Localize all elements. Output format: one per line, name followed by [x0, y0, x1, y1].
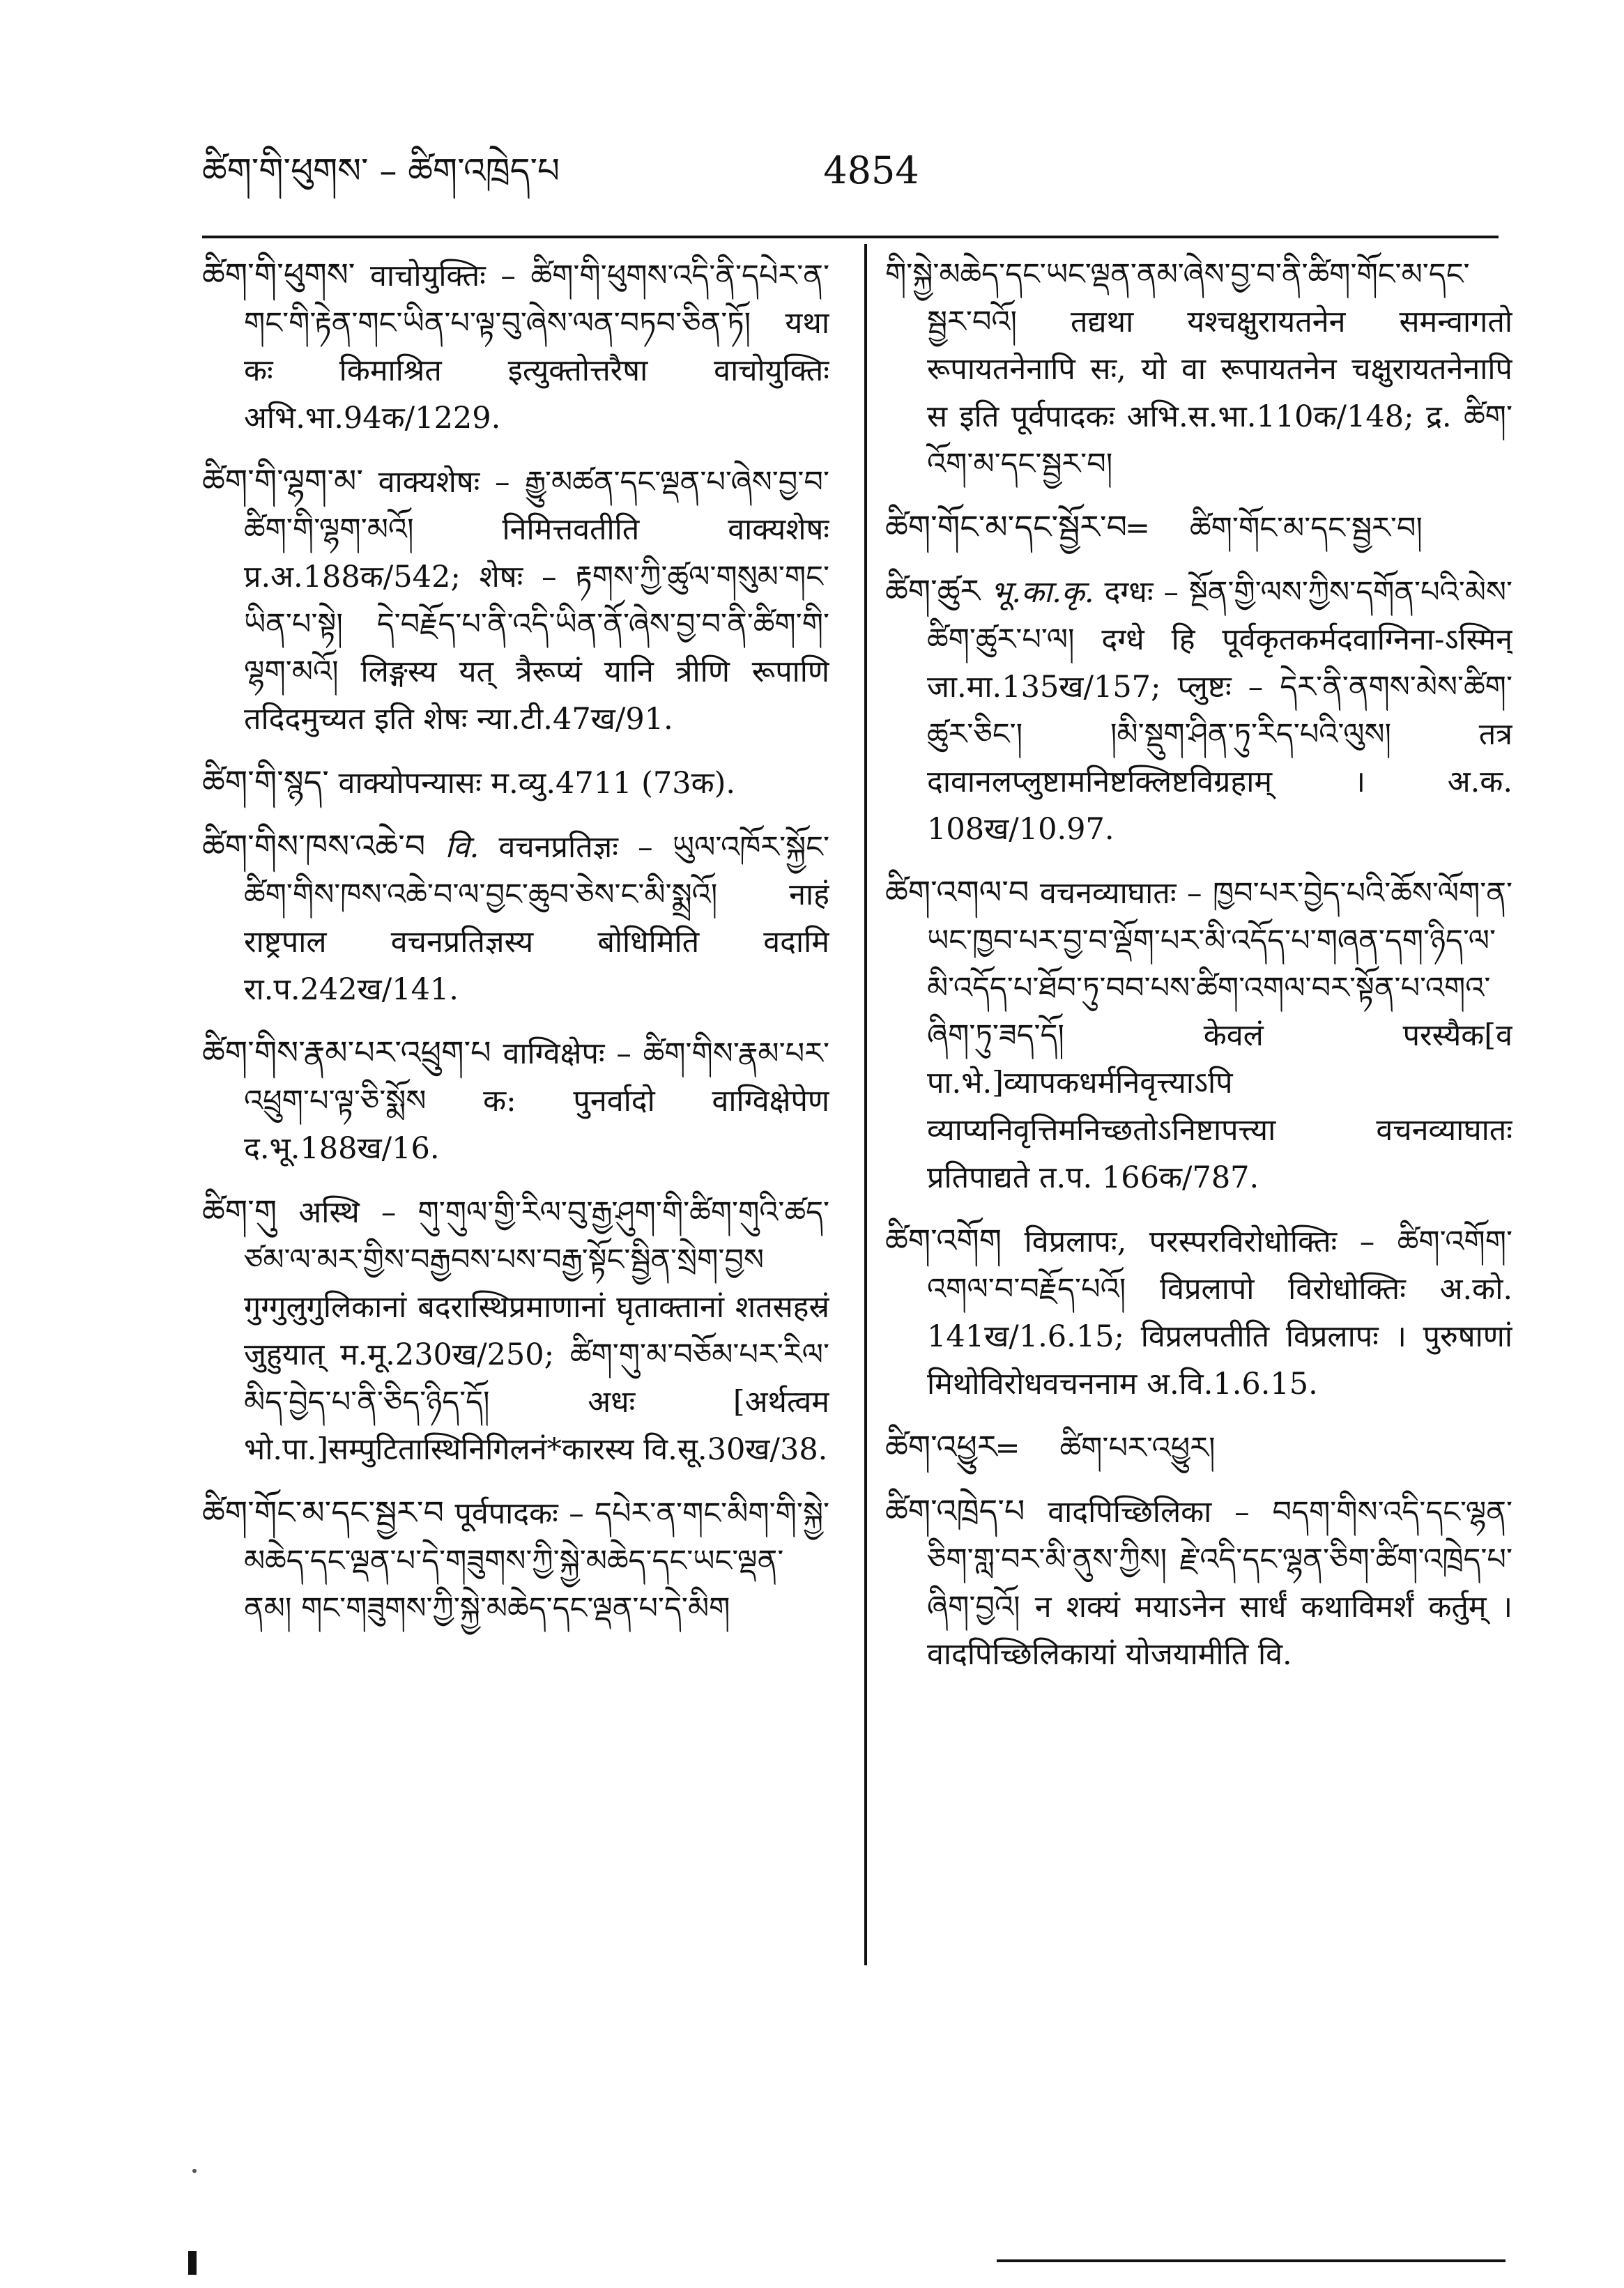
- dictionary-entry: [202, 758, 829, 807]
- entry-headword: ཚིག་འཕྱུར: [885, 1428, 997, 1466]
- entry-text: वाचोयुक्तिः – ཚིག་གི་ཕུགས་འདི་ནི་དཔེར་ན་གང་གི་རྟེན་གང་ཡིན་པ་ལྟ་བུ་ཞེས་ལན་བཏབ་ཅིན་ཏོ། यथा कः किमाश्रित इत्युक्तोत्तरैषा वाचोयुक्तिः अभि.भा.94क/1229.: [244, 259, 829, 436]
- entry-cross-reference: ཚིག་གོང་མ་དང་སྦྱར་བ།: [1190, 511, 1423, 546]
- entry-text: वि. वचनप्रतिज्ञः – ཡུལ་འཁོར་སྐྱོང་ཚིག་གིས་ཁས་འཆེ་བ་ལ་བྱང་ཆུབ་ཅེས་ང་མི་སྨྲའོ། नाहं राष्ट्रपाल वचनप्रतिज्ञस्य बोधिमिति वदामि रा.प.242ख/141.: [244, 830, 829, 1007]
- dictionary-entry: [885, 567, 1512, 853]
- scan-mark: [188, 2251, 197, 2275]
- dictionary-entry: [885, 868, 1512, 1201]
- entry-headword: ཚིག་གིས་ཁས་འཆེ་བ: [202, 827, 426, 865]
- entry-cross-reference: ཚིག་པར་འཕྱུར།: [1059, 1431, 1216, 1466]
- entry-headword: ཚིག་འགོག: [885, 1222, 1002, 1259]
- entry-text: वाक्यशेषः – རྒྱུ་མཚན་དང་ལྡན་པ་ཞེས་བྱ་བ་ཚིག་གི་ལྷག་མའོ། निमित्तवतीति वाक्यशेषः प्र.अ.188क/542; शेषः – རྟགས་ཀྱི་ཚུལ་གསུམ་གང་ཡིན་པ་སྟེ། དེ་བརྗོད་པ་ནི་འདི་ཡིན་ནོ་ཞེས་བྱ་བ་ནི་ཚིག་གི་ལྷག་མའོ། लिङ्गस्य यत् त्रैरूप्यं यानि त्रीणि रूपाणि तदिदमुच्यत इति शेषः न्या.टी.47ख/91.: [244, 465, 829, 737]
- entry-headword: ཚིག་གི་ཕུགས་: [202, 256, 355, 293]
- header-rule: [202, 236, 1499, 238]
- entry-headword: ཚིག་གི་ལྷག་མ་: [202, 462, 364, 500]
- dictionary-entry: [202, 457, 829, 743]
- dictionary-entry: [885, 1487, 1512, 1678]
- grammar-label: भू.का.कृ.: [990, 575, 1094, 610]
- entry-headword: ཚིག་གི་སྙད་: [202, 763, 329, 801]
- entry-headword: ཚིག་གུ: [202, 1192, 277, 1230]
- dictionary-entry: [202, 1489, 829, 1632]
- dictionary-entry: [885, 1423, 1512, 1472]
- equals-sign: =: [995, 1431, 1020, 1466]
- left-column: [202, 251, 829, 1979]
- entry-text: भू.का.कृ. दग्धः – སྔོན་གྱི་ལས་ཀྱིས་དགོན་པའི་མེས་ཚིག་ཚུར་པ་ལ། दग्धे हि पूर्वकृतकर्मदवाग्निना-ऽस्मिन् जा.मा.135ख/157; प्लुष्टः – དེར་ནི་ནགས་མེས་ཚིག་ཚུར་ཅིང་། །མི་སྡུག་ཤིན་ཏུ་རིད་པའི་ལུས། तत्र दावानलप्लुष्टामनिष्टक्लिष्टविग्रहाम् । अ.क. 108ख/10.97.: [927, 575, 1512, 847]
- dictionary-entry: [202, 822, 829, 1013]
- running-head: [202, 143, 1499, 199]
- entry-headword: ཚིག་གོང་མ་དང་སྦྱར་བ: [202, 1494, 445, 1531]
- entry-headword: ཚིག་གོང་མ་དང་སྦྱོར་བ: [885, 508, 1128, 546]
- dictionary-entry: [885, 1217, 1512, 1408]
- dictionary-entry: [202, 1029, 829, 1172]
- entry-headword: ཚིག་འགལ་བ: [885, 873, 1029, 911]
- entry-text: विप्रलापः, परस्परविरोधोक्तिः – ཚིག་འགོག་འགལ་བ་བརྗོད་པའོ། विप्रलापो विरोधोक्तिः अ.को. 141ख/1.6.15; विप्रलपतीति विप्रलापः । पुरुषाणां मिथोविरोधवचननाम अ.वि.1.6.15.: [927, 1224, 1512, 1402]
- entry-text: वाग्विक्षेपः – ཚིག་གིས་རྣམ་པར་འཕྲུག་པ་ལྟ་ཅི་སྨོས क: पुनर्वादो वाग्विक्षेपेण द.भू.188ख/16.: [244, 1036, 829, 1166]
- entry-text: वादपिच्छिलिका – བདག་གིས་འདི་དང་ལྷན་ཅིག་གླ་བར་མི་ནུས་ཀྱིས། རྗེ་འདི་དང་ལྷན་ཅིག་ཚིག་འཁྲེད་པ་ཞིག་བྱའོ། न शक्यं मयाऽनेन सार्धं कथाविमर्शं कर्तुम् । वादपिच्छिलिकायां योजयामीति वि.: [927, 1495, 1512, 1672]
- grammar-label: वि.: [445, 830, 480, 865]
- dictionary-entry-continued: [885, 251, 1512, 488]
- footer-rule: [997, 2259, 1506, 2262]
- scan-speck: [192, 2169, 197, 2173]
- header-heading: ཚིག་གི་ཕུགས་ – ཚིག་འཁྲེད་པ: [202, 151, 560, 191]
- entry-headword: ཚིག་ཚུར: [885, 572, 981, 610]
- dictionary-entry: [885, 503, 1512, 552]
- entry-text: वचनव्याघातः – ཁྱབ་པར་བྱེད་པའི་ཆོས་ལོག་ན་ཡང་ཁྱབ་པར་བྱ་བ་ལྡོག་པར་མི་འདོད་པ་གཞན་དག་ཉིད་ལ་མི་འདོད་པ་ཐོབ་ཏུ་བབ་པས་ཚིག་འགལ་བར་སྟོན་པ་འགའ་ཞིག་ཏུ་ཟད་དོ། केवलं परस्यैक[व पा.भे.]व्यापकधर्मनिवृत्त्याऽपि व्याप्यनिवृत्तिमनिच्छतोऽनिष्टापत्त्या वचनव्याघातः प्रतिपाद्यते त.प. 166क/787.: [927, 876, 1512, 1195]
- column-divider: [864, 244, 867, 1965]
- entry-text: གི་སྐྱེ་མཆེད་དང་ཡང་ལྡན་ནམ་ཞེས་བྱ་བ་ནི་ཚིག་གོང་མ་དང་སྦྱར་བའོ། तद्यथा यश्चक्षुरायतनेन समन्वागतो रूपायतनेनापि सः, यो वा रूपायतनेन चक्षुरायतनेनापि स इति पूर्वपादकः अभि.स.भा.110क/148; द्र. ཚིག་འོག་མ་དང་སྦྱར་བ།: [885, 257, 1512, 482]
- right-column: [885, 251, 1512, 1979]
- entry-text: वाक्योपन्यासः म.व्यु.4711 (73क).: [328, 766, 736, 801]
- dictionary-entry: [202, 1188, 829, 1473]
- entry-headword: ཚིག་འཁྲེད་པ: [885, 1492, 1025, 1530]
- equals-sign: =: [1125, 511, 1151, 546]
- page-number: 4854: [823, 148, 919, 192]
- entry-text: पूर्वपादकः – དཔེར་ན་གང་མིག་གི་སྐྱེ་མཆེད་དང་ལྡན་པ་དེ་གཟུགས་ཀྱི་སྐྱེ་མཆེད་དང་ཡང་ལྡན་ནམ། གང་གཟུགས་ཀྱི་སྐྱེ་མཆེད་དང་ལྡན་པ་དེ་མིག: [244, 1496, 829, 1626]
- dictionary-entry: [202, 251, 829, 442]
- entry-text: अस्थि – གུ་གུལ་གྱི་རིལ་བུ་རྒྱ་ཤུག་གི་ཚིག་གུའི་ཚད་ཙམ་ལ་མར་གྱིས་བརྒྱབས་པས་བརྒྱ་སྟོང་སྦྱིན་སྲེག་བྱས गुग्गुलुगुलिकानां बदरास्थिप्रमाणानां घृताक्तानां शतसहस्रं जुहुयात् म.मू.230ख/250; ཚིག་གུ་མ་བཅོམ་པར་རིལ་མིད་བྱེད་པ་ནི་ཅིད་ཉིད་དོ། अधः [अर्थत्वम भो.पा.]सम्पुटितास्थिनिगिलनं*कारस्य वि.सू.30ख/38.: [244, 1195, 829, 1467]
- entry-headword: ཚིག་གིས་རྣམ་པར་འཕྲུག་པ: [202, 1034, 491, 1071]
